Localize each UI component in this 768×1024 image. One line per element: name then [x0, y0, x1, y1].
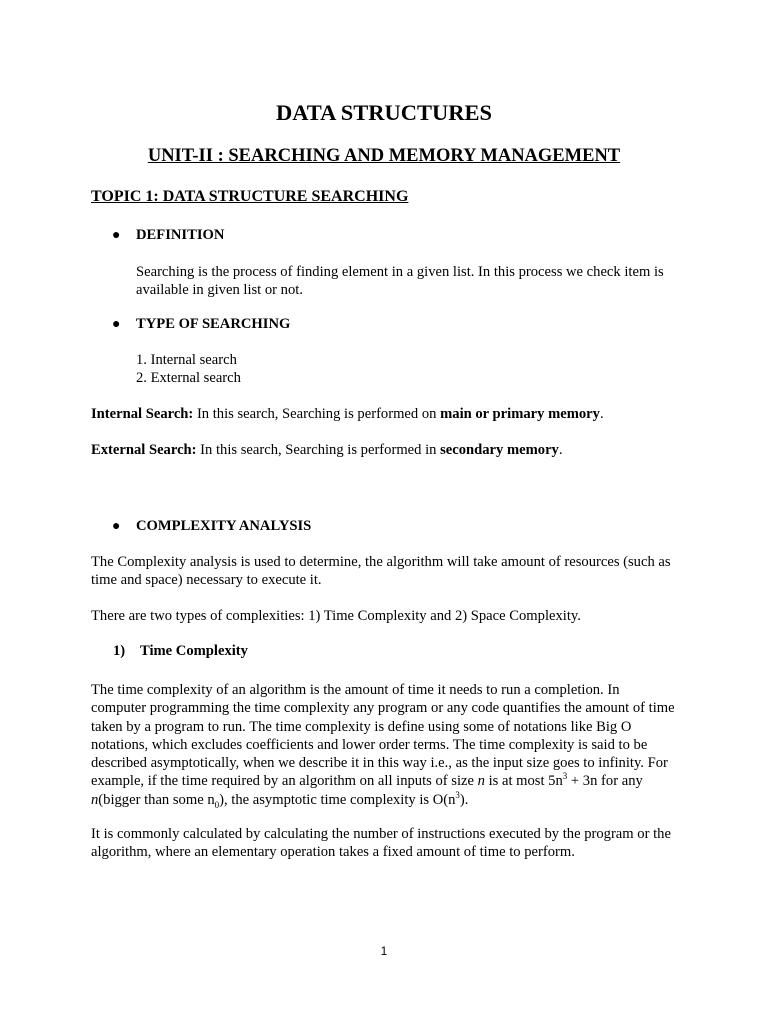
complexity-intro: The Complexity analysis is used to determine, the algorithm will take amount of resources (such as time and space) necessary to execute it. [91, 554, 671, 589]
time-complexity-heading [113, 643, 248, 660]
bullet-icon: ● [112, 227, 121, 243]
section-number: 1) [113, 643, 126, 659]
unit-title: UNIT-II : SEARCHING AND MEMORY MANAGEMENT [147, 146, 621, 166]
definition-text: Searching is the process of finding element in a given list. In this process we check item is available in given list or not. [136, 264, 664, 299]
external-search-label: External Search: [91, 442, 197, 458]
section-heading: Time Complexity [140, 643, 248, 659]
definition-heading: DEFINITION [136, 227, 225, 243]
complexity-heading: COMPLEXITY ANALYSIS [136, 518, 312, 534]
bullet-icon: ● [112, 316, 121, 332]
bullet-definition [112, 227, 224, 244]
external-search-paragraph: External Search: In this search, Searching is performed in secondary memory. [91, 442, 563, 458]
internal-search-label: Internal Search: [91, 406, 194, 422]
internal-search-paragraph: Internal Search: In this search, Searching is performed on main or primary memory. [91, 406, 604, 422]
bullet-icon: ● [112, 518, 121, 534]
time-complexity-paragraph-2: It is commonly calculated by calculating the number of instructions executed by the program or the algorithm, where an elementary operation takes a fixed amount of time to perform. [91, 826, 671, 861]
document-title: DATA STRUCTURES [275, 100, 493, 125]
time-complexity-paragraph-1: The time complexity of an algorithm is the amount of time it needs to run a completion. In computer programming the time complexity any program or any code quantifies the amount of time taken by a program to run. The time complexity is define using some of notations like Big O notations, which excludes coefficients and lower order terms. The time complexity is said to be described asymptotically, when we describe it in this way i.e., as the input size goes to infinity. For example, if the time required by an algorithm on all inputs of size n is at most $5n^3 + 3n$ for any n(bigger than some $n_0$), the asymptotic time complexity is $O(n^3)$. [91, 682, 675, 810]
bullet-complexity [112, 518, 311, 535]
list-item: 2. External search [136, 370, 241, 387]
types-heading: TYPE OF SEARCHING [136, 316, 291, 332]
bullet-types [112, 316, 290, 333]
complexity-types: There are two types of complexities: 1) Time Complexity and 2) Space Complexity. [91, 608, 581, 624]
topic-title: TOPIC 1: DATA STRUCTURE SEARCHING [91, 188, 409, 205]
list-item: 1. Internal search [136, 352, 237, 368]
page-number: 1 [380, 944, 388, 958]
types-list [136, 351, 676, 388]
